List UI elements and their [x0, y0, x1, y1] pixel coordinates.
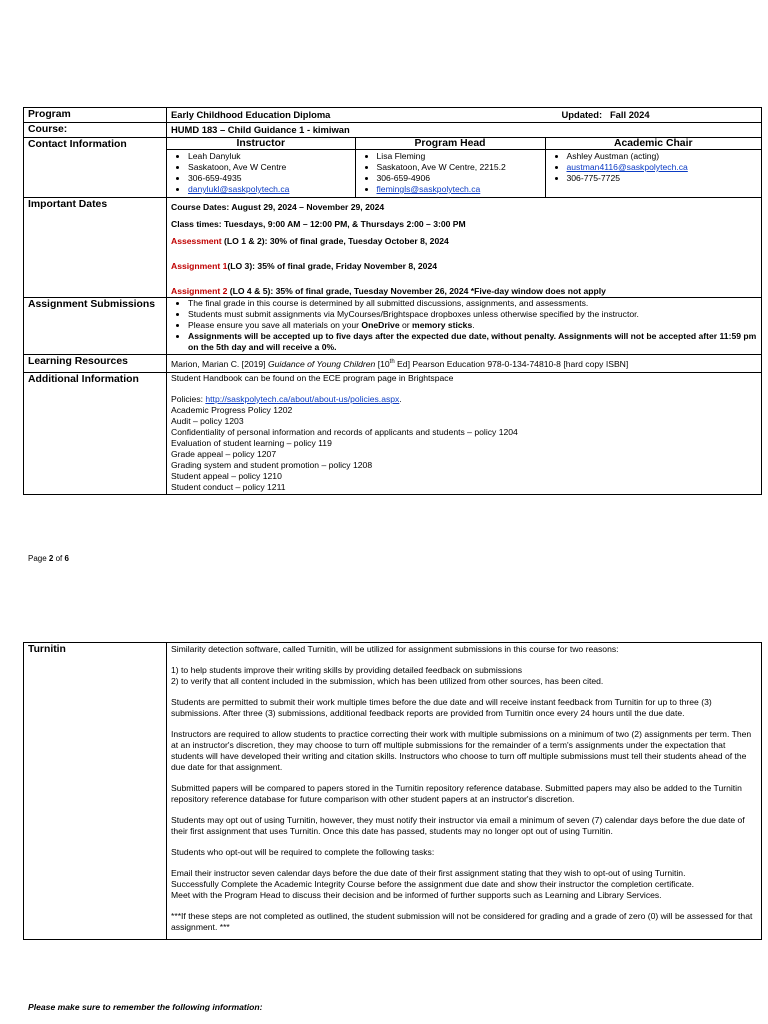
academic-chair-phone: • 306-775-7725: [567, 173, 758, 184]
submission-rule-3: • Please ensure you save all materials on your OneDrive or memory sticks.: [188, 320, 757, 331]
policy-item: Academic Progress Policy 1202: [171, 404, 293, 415]
program-head-header: Program Head: [355, 138, 545, 149]
assignment2-date: Assignment 2 (LO 4 & 5): 35% of final grade, Tuesday November 26, 2024 *Five-day window does not apply: [171, 286, 606, 296]
page-number: Page 2 of 6: [28, 554, 69, 563]
additional-row: [24, 372, 762, 494]
submission-rule-2: • Students must submit assignments via MyCourses/Brightspace dropboxes unless otherwise specified by the instructor.: [188, 309, 757, 320]
program-value: Early Childhood Education Diploma: [171, 109, 331, 120]
updated-label: Updated:: [561, 109, 603, 120]
policy-item: Evaluation of student learning – policy 119: [171, 437, 332, 448]
resources-label: Learning Resources: [24, 355, 167, 373]
resources-value: Marion, Marian C. [2019] Guidance of Young Children [10th Ed] Pearson Education 978-0-134-74810-8 [hard copy ISBN]: [167, 355, 762, 373]
contact-label: Contact Information: [24, 138, 167, 198]
academic-chair-name: • Ashley Austman (acting): [567, 151, 758, 162]
instructor-email-link[interactable]: danylukl@saskpolytech.ca: [188, 184, 290, 194]
turnitin-table: [23, 642, 762, 940]
turnitin-label: Turnitin: [24, 643, 167, 940]
program-head-name: • Lisa Fleming: [377, 151, 541, 162]
course-dates: Course Dates: August 29, 2024 – November 29, 2024: [171, 202, 385, 212]
dates-row: [24, 198, 762, 298]
contact-row: [24, 138, 762, 150]
contact-details: [167, 150, 761, 197]
handbook-note: Student Handbook can be found on the ECE program page in Brightspace: [171, 372, 454, 383]
turnitin-content: [167, 643, 762, 940]
policies-link[interactable]: http://saskpolytech.ca/about/about-us/policies.aspx: [205, 393, 400, 404]
turnitin-paragraph: 1) to help students improve their writing skills by providing detailed feedback on submissions 2) to verify that all content included in the submission, which has been utilized from other sources, has been cited.: [171, 665, 604, 686]
class-times: Class times: Tuesdays, 9:00 AM – 12:00 PM, & Thursdays 2:00 – 3:00 PM: [171, 219, 466, 229]
program-label: Program: [24, 108, 167, 123]
additional-label: Additional Information: [24, 372, 167, 494]
policy-item: Confidentiality of personal information and records of applicants and students – policy 1204: [171, 426, 518, 437]
updated-info: [562, 109, 650, 120]
program-head-phone: • 306-659-4906: [377, 173, 541, 184]
program-row: [24, 108, 762, 123]
turnitin-paragraph: Email their instructor seven calendar days before the due date of their first assignment stating that they wish to opt-out of using Turnitin. Successfully Complete the Academic Integrity Course before the assignment due date and show their instructor the completion certificate. Meet with the Program Head to discuss their decision and be informed of further supports such as Learning and Library Services.: [171, 868, 695, 900]
policy-item: Audit – policy 1203: [171, 415, 244, 426]
policy-item: Student appeal – policy 1210: [171, 470, 282, 481]
footer-note: Please make sure to remember the following information:: [28, 1002, 263, 1012]
policy-item: Grade appeal – policy 1207: [171, 448, 277, 459]
assignment1-date: Assignment 1(LO 3): 35% of final grade, Friday November 8, 2024: [171, 261, 438, 271]
submission-rule-4: • Assignments will be accepted up to five days after the expected due date, without penalty. Assignments will not be accepted after 11:59 pm on the 5th day and will receive a 0%.: [188, 331, 757, 353]
academic-chair-email-link[interactable]: austman4116@saskpolytech.ca: [566, 162, 688, 172]
academic-chair-details: [545, 150, 761, 197]
instructor-name: • Leah Danyluk: [188, 151, 351, 162]
course-info-table: [23, 107, 762, 495]
course-row: [24, 123, 762, 138]
updated-value: Fall 2024: [609, 109, 650, 120]
turnitin-paragraph: ***If these steps are not completed as outlined, the student submission will not be considered for grading and a grade of zero (0) will be assessed for that assignment. ***: [171, 911, 753, 932]
turnitin-paragraph: Submitted papers will be compared to papers stored in the Turnitin repository reference database. Submitted papers may also be added to the Turnitin repository reference database for future comparison with other student papers at an instructor's discretion.: [171, 783, 742, 804]
turnitin-paragraph: Students who opt-out will be required to complete the following tasks:: [171, 847, 435, 857]
policy-item: Student conduct – policy 1211: [171, 481, 286, 492]
program-head-location: • Saskatoon, Ave W Centre, 2215.2: [377, 162, 541, 173]
submissions-label: Assignment Submissions: [24, 298, 167, 355]
program-head-email-link[interactable]: flemingls@saskpolytech.ca: [376, 184, 481, 194]
policy-item: Grading system and student promotion – policy 1208: [171, 459, 373, 470]
turnitin-paragraph: Instructors are required to allow students to practice correcting their work with multiple submissions on a minimum of two (2) assignments per term. Then at an instructor's discretion, they may choose to turn off multiple submissions for the remainder of a term's assignments under the expectation that students will have developed their writing and citation skills. Instructors who choose to turn off multiple submissions must tell their students ahead of the due date for that assignment.: [171, 729, 752, 772]
instructor-details: [167, 150, 355, 197]
turnitin-row: [24, 643, 762, 940]
turnitin-paragraph: Students are permitted to submit their work multiple times before the due date and will receive instant feedback from Turnitin for up to three (3) submissions. After three (3) submissions, additional feedback reports are provided from Turnitin once every 24 hours until the due date.: [171, 697, 712, 718]
submissions-row: [24, 298, 762, 355]
instructor-phone: • 306-659-4935: [188, 173, 351, 184]
course-value: HUMD 183 – Child Guidance 1 - kimiwan: [167, 123, 762, 138]
submission-rule-1: • The final grade in this course is determined by all submitted discussions, assignments, and assessments.: [188, 298, 757, 309]
contact-headers: [167, 138, 761, 149]
instructor-location: • Saskatoon, Ave W Centre: [188, 162, 351, 173]
turnitin-paragraph: Similarity detection software, called Turnitin, will be utilized for assignment submissions in this course for two reasons:: [171, 644, 619, 654]
dates-label: Important Dates: [24, 198, 167, 298]
instructor-header: Instructor: [236, 138, 285, 149]
turnitin-paragraph: Students may opt out of using Turnitin, however, they must notify their instructor via email a minimum of seven (7) calendar days before the due date of their first assignment that uses Turnitin. Once this date has passed, students may no longer opt out of using Turnitin.: [171, 815, 745, 836]
academic-chair-header: Academic Chair: [545, 138, 761, 149]
assessment-date: Assessment (LO 1 & 2): 30% of final grade, Tuesday October 8, 2024: [171, 236, 449, 246]
program-head-details: [355, 150, 545, 197]
course-label: Course:: [24, 123, 167, 138]
resources-row: [24, 355, 762, 373]
policies-line: Policies: http://saskpolytech.ca/about/about-us/policies.aspx.: [171, 393, 402, 404]
